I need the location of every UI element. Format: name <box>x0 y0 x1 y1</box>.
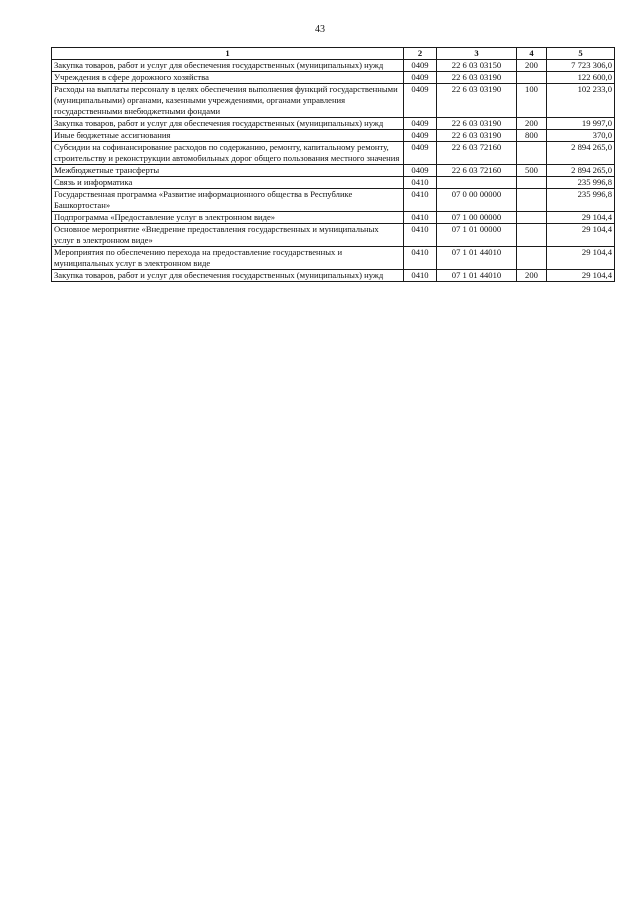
header-col-4: 4 <box>517 48 547 60</box>
row-section: 0409 <box>404 72 437 84</box>
row-section: 0409 <box>404 118 437 130</box>
row-target: 07 1 00 00000 <box>437 212 517 224</box>
row-section: 0410 <box>404 212 437 224</box>
row-name: Государственная программа «Развитие информационного общества в Республике Башкортостан» <box>52 189 404 212</box>
row-type <box>517 212 547 224</box>
header-col-2: 2 <box>404 48 437 60</box>
row-sum: 7 723 306,0 <box>547 60 615 72</box>
table-row <box>52 212 615 224</box>
row-section: 0410 <box>404 177 437 189</box>
table-row <box>52 224 615 247</box>
row-type <box>517 247 547 270</box>
row-sum: 29 104,4 <box>547 224 615 247</box>
table-row <box>52 118 615 130</box>
row-type <box>517 72 547 84</box>
row-section: 0409 <box>404 130 437 142</box>
row-target: 22 6 03 03190 <box>437 72 517 84</box>
row-type: 500 <box>517 165 547 177</box>
row-type: 800 <box>517 130 547 142</box>
header-col-1: 1 <box>52 48 404 60</box>
row-section: 0410 <box>404 270 437 282</box>
table-row <box>52 270 615 282</box>
row-sum: 29 104,4 <box>547 212 615 224</box>
table-row <box>52 130 615 142</box>
row-name: Подпрограмма «Предоставление услуг в электронном виде» <box>52 212 404 224</box>
row-name: Учреждения в сфере дорожного хозяйства <box>52 72 404 84</box>
row-type: 200 <box>517 118 547 130</box>
row-section: 0409 <box>404 142 437 165</box>
row-type: 100 <box>517 84 547 118</box>
table-row <box>52 177 615 189</box>
table-row <box>52 60 615 72</box>
table-row <box>52 165 615 177</box>
row-sum: 19 997,0 <box>547 118 615 130</box>
row-name: Мероприятия по обеспечению перехода на предоставление государственных и муниципальных услуг в электронном виде <box>52 247 404 270</box>
row-target: 22 6 03 72160 <box>437 165 517 177</box>
row-sum: 102 233,0 <box>547 84 615 118</box>
row-section: 0409 <box>404 60 437 72</box>
row-section: 0409 <box>404 84 437 118</box>
table-row <box>52 142 615 165</box>
row-type <box>517 177 547 189</box>
row-sum: 2 894 265,0 <box>547 142 615 165</box>
row-sum: 235 996,8 <box>547 177 615 189</box>
row-sum: 29 104,4 <box>547 270 615 282</box>
table-row <box>52 247 615 270</box>
row-name: Межбюджетные трансферты <box>52 165 404 177</box>
table-row <box>52 189 615 212</box>
row-target: 07 0 00 00000 <box>437 189 517 212</box>
row-type <box>517 224 547 247</box>
row-section: 0409 <box>404 165 437 177</box>
row-type: 200 <box>517 60 547 72</box>
budget-table <box>51 47 615 282</box>
row-name: Расходы на выплаты персоналу в целях обеспечения выполнения функций государственными (муниципальными) органами, казенными учреждениями, органами управления государственными внебюджетными фондами <box>52 84 404 118</box>
row-type <box>517 189 547 212</box>
row-target: 22 6 03 03190 <box>437 84 517 118</box>
row-target <box>437 177 517 189</box>
row-name: Связь и информатика <box>52 177 404 189</box>
row-name: Основное мероприятие «Внедрение предоставления государственных и муниципальных услуг в электронном виде» <box>52 224 404 247</box>
row-target: 07 1 01 44010 <box>437 270 517 282</box>
row-target: 22 6 03 03190 <box>437 130 517 142</box>
row-name: Закупка товаров, работ и услуг для обеспечения государственных (муниципальных) нужд <box>52 60 404 72</box>
row-name: Закупка товаров, работ и услуг для обеспечения государственных (муниципальных) нужд <box>52 118 404 130</box>
header-col-3: 3 <box>437 48 517 60</box>
page-number: 43 <box>315 24 325 35</box>
row-section: 0410 <box>404 224 437 247</box>
table-row <box>52 84 615 118</box>
header-row <box>52 48 615 60</box>
row-target: 22 6 03 72160 <box>437 142 517 165</box>
row-target: 22 6 03 03190 <box>437 118 517 130</box>
row-section: 0410 <box>404 189 437 212</box>
row-sum: 235 996,8 <box>547 189 615 212</box>
row-target: 22 6 03 03150 <box>437 60 517 72</box>
row-type: 200 <box>517 270 547 282</box>
row-type <box>517 142 547 165</box>
row-name: Субсидии на софинансирование расходов по содержанию, ремонту, капитальному ремонту, строительству и реконструкции автомобильных дорог общего пользования местного значения <box>52 142 404 165</box>
row-sum: 29 104,4 <box>547 247 615 270</box>
row-target: 07 1 01 00000 <box>437 224 517 247</box>
row-sum: 370,0 <box>547 130 615 142</box>
table-row <box>52 72 615 84</box>
row-target: 07 1 01 44010 <box>437 247 517 270</box>
row-name: Закупка товаров, работ и услуг для обеспечения государственных (муниципальных) нужд <box>52 270 404 282</box>
row-section: 0410 <box>404 247 437 270</box>
row-name: Иные бюджетные ассигнования <box>52 130 404 142</box>
row-sum: 2 894 265,0 <box>547 165 615 177</box>
header-col-5: 5 <box>547 48 615 60</box>
row-sum: 122 600,0 <box>547 72 615 84</box>
